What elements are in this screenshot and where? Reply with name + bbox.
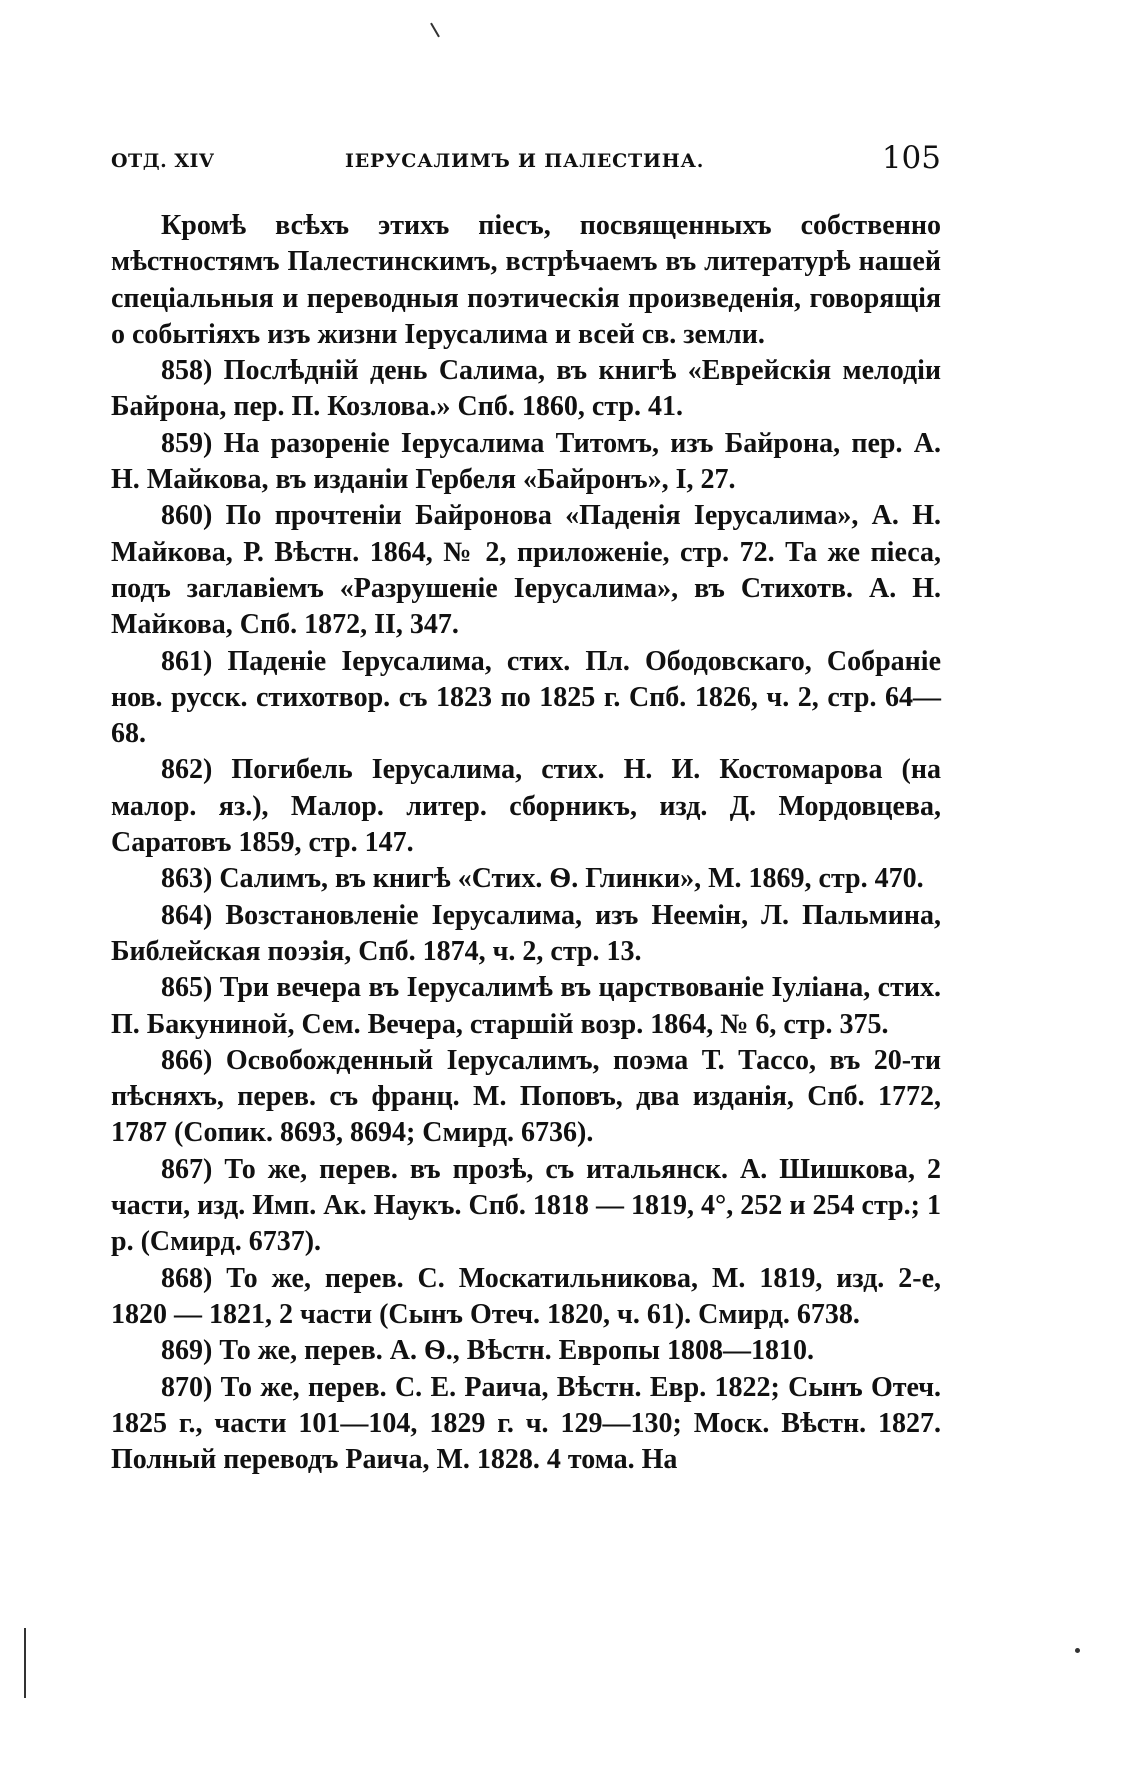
running-title: ІЕРУСАЛИМЪ И ПАЛЕСТИНА. xyxy=(345,150,705,172)
entry-862: 862) Погибель Іерусалима, стих. Н. И. Костомарова (на малор. яз.), Малор. литер. сборникъ, изд. Д. Мордовцева, Саратовъ 1859, стр. 147. xyxy=(111,754,941,859)
scan-speck-mark xyxy=(430,23,440,38)
entry-860: 860) По прочтеніи Байронова «Паденія Іерусалима», А. Н. Майкова, Р. Вѣстн. 1864, № 2, приложеніе, стр. 72. Та же піеса, подъ заглавіемъ «Разрушеніе Іерусалима», въ Стихотв. А. Н. Майкова, Спб. 1872, II, 347. xyxy=(111,500,941,641)
scan-edge-mark xyxy=(24,1628,26,1698)
entry-868: 868) То же, перев. С. Москатильникова, М. 1819, изд. 2-е, 1820 — 1821, 2 части (Сынъ Отеч. 1820, ч. 61). Смирд. 6738. xyxy=(111,1262,941,1330)
page-number: 105 xyxy=(881,140,941,176)
entry-867: 867) То же, перев. въ прозѣ, съ итальянск. А. Шишкова, 2 части, изд. Имп. Ак. Наукъ. Спб. 1818 — 1819, 4°, 252 и 254 стр.; 1 р. (Смирд. 6737). xyxy=(111,1153,941,1258)
entry-863: 863) Салимъ, въ книгѣ «Стих. Ѳ. Глинки», М. 1869, стр. 470. xyxy=(161,863,924,895)
intro-paragraph: Кромѣ всѣхъ этихъ піесъ, посвященныхъ собственно мѣстностямъ Палестинскимъ, встрѣчаемъ въ литературѣ нашей спеціальныя и переводныя поэтическія произведенія, говорящія о событіяхъ изъ жизни Іерусалима и всей св. земли. xyxy=(111,210,941,350)
entry-869: 869) То же, перев. А. Ѳ., Вѣстн. Европы 1808—1810. xyxy=(161,1335,814,1367)
entry-866: 866) Освобожденный Іерусалимъ, поэма Т. Тассо, въ 20-ти пѣсняхъ, перев. съ франц. М. Поповъ, два изданія, Спб. 1772, 1787 (Сопик. 8693, 8694; Смирд. 6736). xyxy=(111,1044,941,1149)
entry-859: 859) На разореніе Іерусалима Титомъ, изъ Байрона, пер. А. Н. Майкова, въ изданіи Гербеля «Байронъ», I, 27. xyxy=(111,427,941,496)
running-header xyxy=(111,140,941,184)
scan-dot-mark xyxy=(1075,1648,1080,1653)
entry-864: 864) Возстановленіе Іерусалима, изъ Неемін, Л. Пальмина, Библейская поэзія, Спб. 1874, ч. 2, стр. 13. xyxy=(111,899,941,967)
entry-870: 870) То же, перев. С. Е. Раича, Вѣстн. Евр. 1822; Сынъ Отеч. 1825 г., части 101—104, 1829 г. ч. 129—130; Моск. Вѣстн. 1827. Полный переводъ Раича, М. 1828. 4 тома. На xyxy=(111,1371,941,1476)
section-label: ОТД. XIV xyxy=(111,150,215,172)
page-body xyxy=(111,208,941,1478)
entry-865: 865) Три вечера въ Іерусалимѣ въ царствованіе Іуліана, стих. П. Бакуниной, Сем. Вечера, старшій возр. 1864, № 6, стр. 375. xyxy=(111,972,941,1040)
entry-858: 858) Послѣдній день Салима, въ книгѣ «Еврейскія мелодіи Байрона, пер. П. Козлова.» Спб. 1860, стр. 41. xyxy=(111,355,941,423)
entry-861: 861) Паденіе Іерусалима, стих. Пл. Ободовскаго, Собраніе нов. русск. стихотвор. съ 1823 по 1825 г. Спб. 1826, ч. 2, стр. 64—68. xyxy=(111,645,941,750)
